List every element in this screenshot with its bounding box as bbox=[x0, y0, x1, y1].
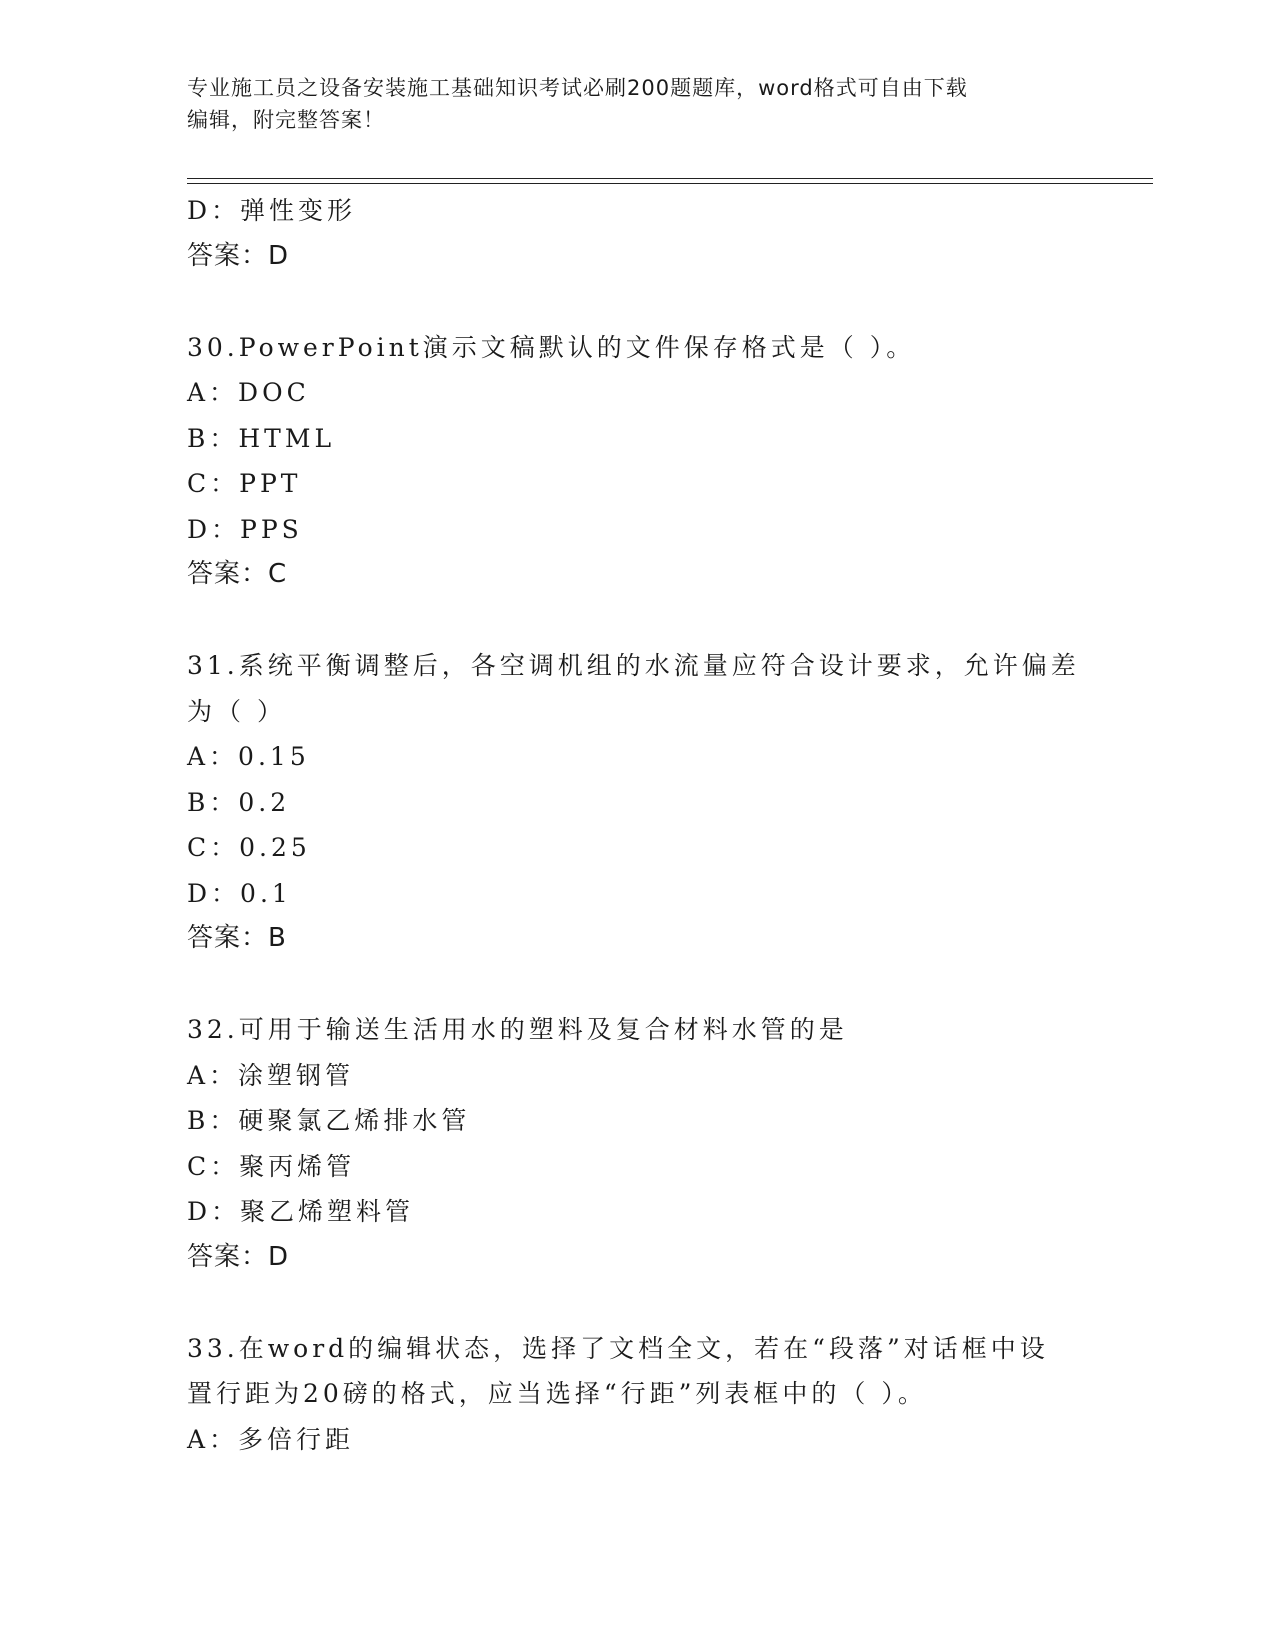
question-stem: 32.可用于输送生活用水的塑料及复合材料水管的是 bbox=[187, 1015, 848, 1044]
option-d: D：PPS bbox=[187, 514, 303, 544]
question-32 bbox=[187, 1007, 1087, 1280]
option-b: B：硬聚氯乙烯排水管 bbox=[187, 1106, 471, 1135]
answer-line: 答案：D bbox=[187, 1241, 290, 1272]
answer-line: 答案：B bbox=[187, 923, 287, 953]
option-c: C：0.25 bbox=[187, 833, 311, 862]
question-stem: 30.PowerPoint演示文稿默认的文件保存格式是（ ）。 bbox=[187, 332, 916, 362]
answer-line: 答案：C bbox=[187, 559, 288, 589]
question-stem: 33.在word的编辑状态，选择了文档全文，若在“段落”对话框中设 bbox=[187, 1333, 1049, 1363]
question-stem-continued: 为（ ） bbox=[187, 696, 286, 726]
spacer bbox=[187, 598, 1087, 644]
option-d: D：聚乙烯塑料管 bbox=[187, 1197, 415, 1226]
question-30 bbox=[187, 325, 1087, 598]
answer-line: 答案：D bbox=[187, 240, 290, 271]
option-c: C：聚丙烯管 bbox=[187, 1151, 356, 1181]
option-d: D：0.1 bbox=[187, 878, 292, 908]
question-list bbox=[187, 188, 1087, 1462]
option-b: B：0.2 bbox=[187, 787, 291, 817]
option-b: B：HTML bbox=[187, 423, 336, 453]
spacer bbox=[187, 279, 1087, 325]
header-divider-bottom bbox=[187, 183, 1153, 184]
spacer bbox=[187, 962, 1087, 1008]
option-a: A：涂塑钢管 bbox=[187, 1060, 355, 1090]
page-header bbox=[187, 72, 1067, 136]
header-divider-top bbox=[187, 178, 1153, 179]
option-a: A：多倍行距 bbox=[187, 1424, 355, 1454]
option-c: C：PPT bbox=[187, 469, 302, 498]
question-33 bbox=[187, 1326, 1087, 1463]
option-a: A：0.15 bbox=[187, 742, 310, 771]
header-title-line-1: 专业施工员之设备安装施工基础知识考试必刷200题题库，word格式可自由下载 bbox=[187, 76, 968, 100]
question-stem-continued: 置行距为20磅的格式，应当选择“行距”列表框中的（ ）。 bbox=[187, 1379, 927, 1408]
option-d: D：弹性变形 bbox=[187, 196, 357, 225]
header-title-line-2: 编辑，附完整答案！ bbox=[187, 108, 385, 132]
question-stem: 31.系统平衡调整后，各空调机组的水流量应符合设计要求，允许偏差 bbox=[187, 651, 1080, 680]
question-31 bbox=[187, 643, 1087, 962]
option-a: A：DOC bbox=[187, 378, 310, 407]
spacer bbox=[187, 1280, 1087, 1326]
